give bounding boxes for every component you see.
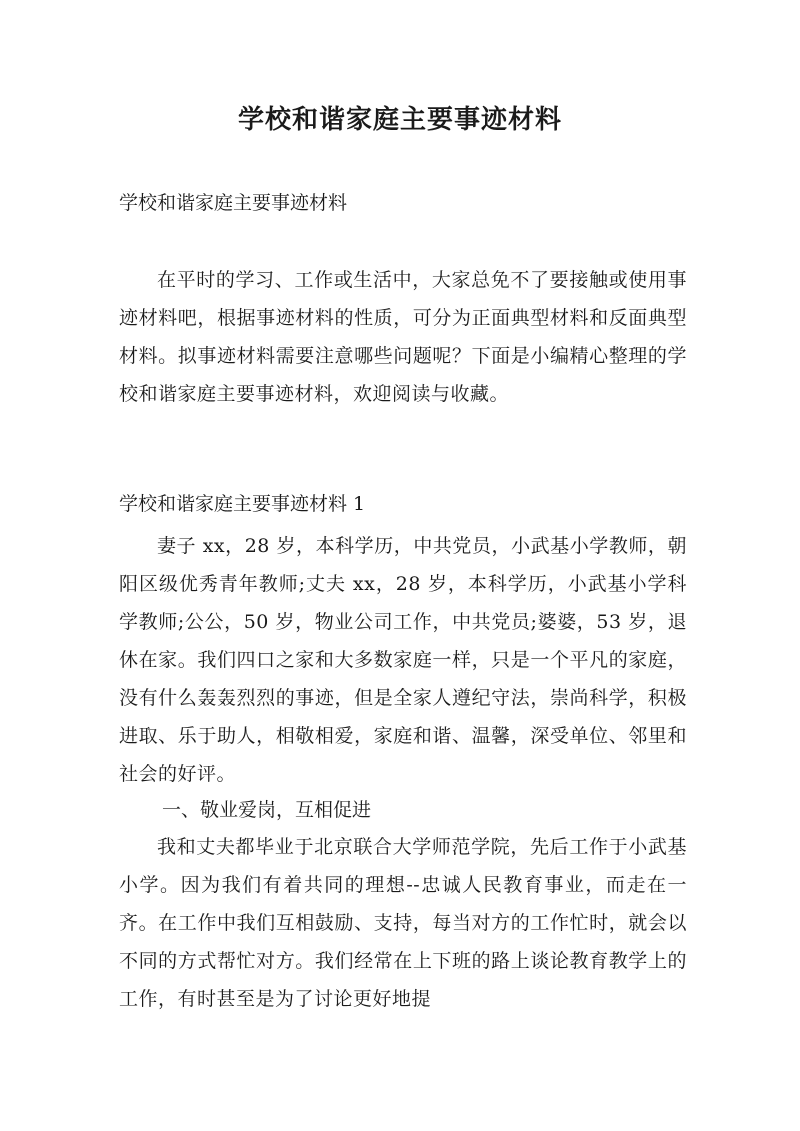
document-title: 学校和谐家庭主要事迹材料 bbox=[237, 105, 562, 135]
paragraph-family-intro: 妻子 xx，28 岁，本科学历，中共党员，小武基小学教师，朝阳区级优秀青年教师;丈夫 xx，28 岁，本科学历，小武基小学科学教师;公公，50 岁，物业公司工作，中共党员;婆婆，53 岁，退休在家。我们四口之家和大多数家庭一样，只是一个平凡的家庭，没有什么轰轰烈烈的事迹，但是全家人遵纪守法，崇尚科学，积极进取、乐于助人，相敬相爱，家庭和谐、温馨，深受单位、邻里和社会的好评。 bbox=[119, 535, 687, 785]
section-heading: 一、敬业爱岗，互相促进 bbox=[162, 799, 372, 821]
paragraph-work: 我和丈夫都毕业于北京联合大学师范学院，先后工作于小武基小学。因为我们有着共同的理想--忠诚人民教育事业，而走在一齐。在工作中我们互相鼓励、支持，每当对方的工作忙时，就会以不同的方式帮忙对方。我们经常在上下班的路上谈论教育教学上的工作，有时甚至是为了讨论更好地提 bbox=[119, 836, 687, 1010]
section-label: 学校和谐家庭主要事迹材料 1 bbox=[119, 493, 366, 515]
intro-paragraph: 在平时的学习、工作或生活中，大家总免不了要接触或使用事迹材料吧，根据事迹材料的性质，可分为正面典型材料和反面典型材料。拟事迹材料需要注意哪些问题呢？下面是小编精心整理的学校和谐家庭主要事迹材料，欢迎阅读与收藏。 bbox=[119, 269, 687, 405]
document-subtitle: 学校和谐家庭主要事迹材料 bbox=[119, 192, 348, 214]
